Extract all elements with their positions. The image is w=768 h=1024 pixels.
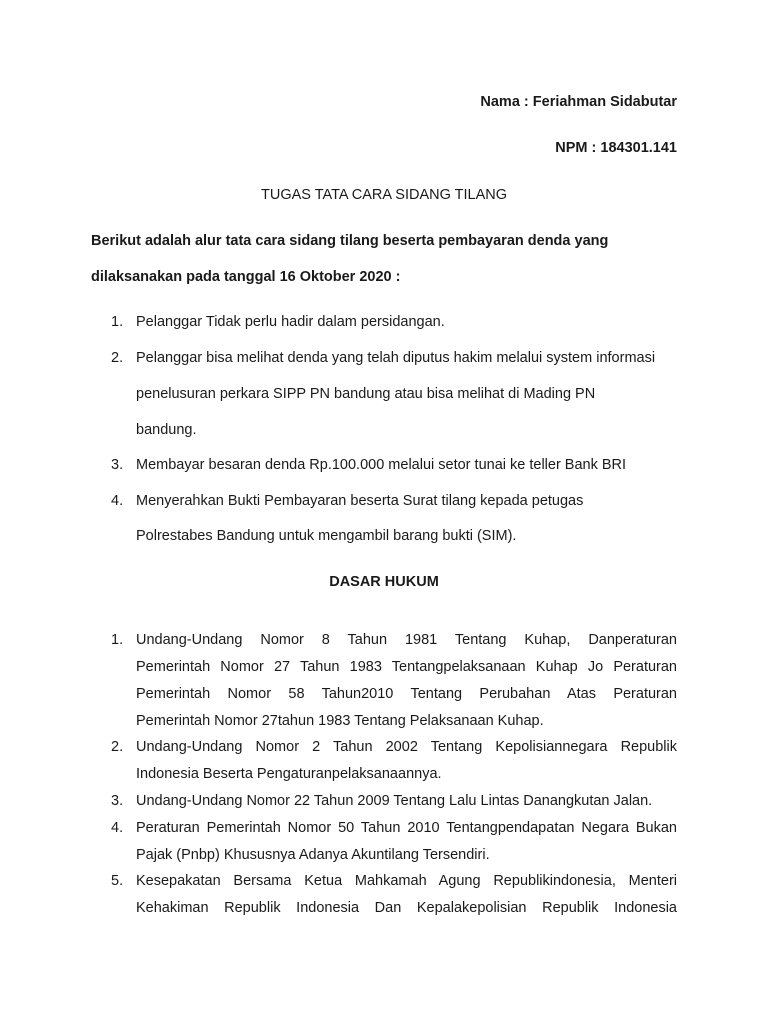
list-item-text: Pajak (Pnbp) Khususnya Adanya Akuntilang Tersendiri. xyxy=(136,847,490,863)
list-item-text: Undang-Undang Nomor 8 Tahun 1981 Tentang Kuhap, Danperaturan xyxy=(136,632,677,648)
list-item-text: Membayar besaran denda Rp.100.000 melalui setor tunai ke teller Bank BRI xyxy=(136,457,627,473)
list-number: 2. xyxy=(111,350,124,366)
list-number: 4. xyxy=(111,820,124,836)
student-name: Nama : Feriahman Sidabutar xyxy=(480,94,677,110)
list-item-text: Undang-Undang Nomor 22 Tahun 2009 Tentang Lalu Lintas Danangkutan Jalan. xyxy=(136,793,653,809)
list-number: 2. xyxy=(111,739,124,755)
student-npm: NPM : 184301.141 xyxy=(555,140,677,156)
intro-line-2: dilaksanakan pada tanggal 16 Oktober 2020 : xyxy=(91,269,401,285)
list-item-text: Kehakiman Republik Indonesia Dan Kepalakepolisian Republik Indonesia xyxy=(136,900,677,916)
list-item-text: Menyerahkan Bukti Pembayaran beserta Surat tilang kepada petugas xyxy=(136,493,584,509)
list-item-text: bandung. xyxy=(136,422,197,438)
list-item-text: Pemerintah Nomor 58 Tahun2010 Tentang Perubahan Atas Peraturan xyxy=(136,686,677,702)
list-item-text: Undang-Undang Nomor 2 Tahun 2002 Tentang Kepolisiannegara Republik xyxy=(136,739,677,755)
list-item-text: Peraturan Pemerintah Nomor 50 Tahun 2010 Tentangpendapatan Negara Bukan xyxy=(136,820,677,836)
list-number: 1. xyxy=(111,632,124,648)
list-number: 5. xyxy=(111,873,124,889)
list-item-text: Polrestabes Bandung untuk mengambil barang bukti (SIM). xyxy=(136,528,517,544)
list-number: 4. xyxy=(111,493,124,509)
list-number: 3. xyxy=(111,457,124,473)
list-item-text: penelusuran perkara SIPP PN bandung atau bisa melihat di Mading PN xyxy=(136,386,596,402)
list-item-text: Pemerintah Nomor 27 Tahun 1983 Tentangpelaksanaan Kuhap Jo Peraturan xyxy=(136,659,677,675)
list-item-text: Pemerintah Nomor 27tahun 1983 Tentang Pelaksanaan Kuhap. xyxy=(136,713,544,729)
list-number: 3. xyxy=(111,793,124,809)
list-item-text: Pelanggar bisa melihat denda yang telah diputus hakim melalui system informasi xyxy=(136,350,656,366)
list-item-text: Pelanggar Tidak perlu hadir dalam persidangan. xyxy=(136,314,445,330)
list-item-text: Indonesia Beserta Pengaturanpelaksanaannya. xyxy=(136,766,442,782)
list-number: 1. xyxy=(111,314,124,330)
list-item-text: Kesepakatan Bersama Ketua Mahkamah Agung Republikindonesia, Menteri xyxy=(136,873,677,889)
section-title: DASAR HUKUM xyxy=(329,574,439,590)
document-title: TUGAS TATA CARA SIDANG TILANG xyxy=(260,187,508,203)
intro-line-1: Berikut adalah alur tata cara sidang tilang beserta pembayaran denda yang xyxy=(91,233,609,249)
